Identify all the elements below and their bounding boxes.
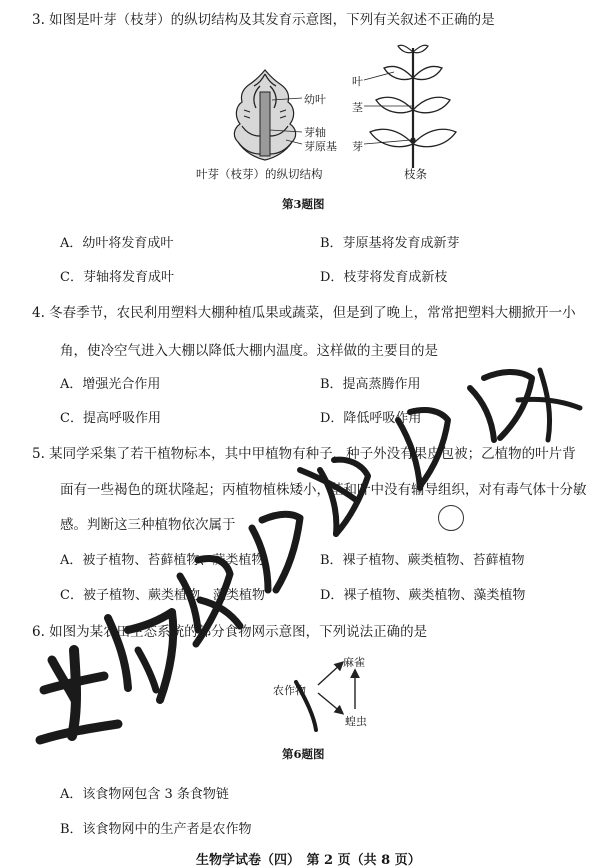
- food-web-node-sparrow: 麻雀: [343, 656, 365, 669]
- q5-stem-line-1: 5. 某同学采集了若干植物标本，其中甲植物有种子，种子外没有果皮包被；乙植物的叶片背: [32, 446, 576, 462]
- q5-option-b[interactable]: B．裸子植物、蕨类植物、苔藓植物: [320, 553, 525, 568]
- q6-option-a[interactable]: A．该食物网包含 3 条食物链: [60, 787, 229, 802]
- bud-label-bud-primordium: 芽原基: [304, 140, 337, 153]
- q6-option-b[interactable]: B．该食物网中的生产者是农作物: [60, 822, 252, 837]
- q3-figure-caption: 第3题图: [282, 197, 325, 211]
- branch-label-bud: 芽: [352, 140, 363, 153]
- food-web-node-crops: 农作物: [273, 684, 306, 697]
- bud-section-diagram: [220, 66, 310, 166]
- page-footer: 生物学试卷（四） 第 2 页（共 8 页）: [196, 853, 421, 868]
- q3-stem: 3. 如图是叶芽（枝芽）的纵切结构及其发育示意图，下列有关叙述不正确的是: [32, 12, 495, 28]
- bud-figure-caption: 叶芽（枝芽）的纵切结构: [196, 167, 323, 181]
- bud-label-bud-axis: 芽轴: [304, 126, 326, 139]
- food-web-arrows: [310, 655, 380, 725]
- q4-option-a[interactable]: A．增强光合作用: [60, 377, 161, 392]
- q4-stem-line-1: 4. 冬春季节，农民利用塑料大棚种植瓜果或蔬菜，但是到了晚上，常常把塑料大棚掀开一小: [32, 305, 576, 321]
- branch-label-leaf: 叶: [352, 75, 363, 88]
- q4-stem-line-2: 角，使冷空气进入大棚以降低大棚内温度。这样做的主要目的是: [60, 343, 438, 359]
- q5-option-d[interactable]: D．裸子植物、蕨类植物、藻类植物: [320, 588, 526, 603]
- bud-label-young-leaf: 幼叶: [304, 93, 326, 106]
- q5-option-a[interactable]: A．被子植物、苔藓植物、蕨类植物: [60, 553, 265, 568]
- q6-stem: 6. 如图为某农田生态系统的部分食物网示意图，下列说法正确的是: [32, 624, 428, 640]
- q4-option-c[interactable]: C．提高呼吸作用: [60, 411, 161, 426]
- q3-option-d[interactable]: D．枝芽将发育成新枝: [320, 270, 448, 285]
- q4-option-b[interactable]: B．提高蒸腾作用: [320, 377, 421, 392]
- food-web-node-locust: 蝗虫: [345, 715, 367, 728]
- branch-label-stem: 茎: [352, 101, 363, 114]
- q4-option-d[interactable]: D．降低呼吸作用: [320, 411, 422, 426]
- branch-figure-caption: 枝条: [404, 167, 427, 181]
- q3-option-a[interactable]: A．幼叶将发育成叶: [60, 236, 174, 251]
- q6-figure-caption: 第6题图: [282, 747, 325, 761]
- q5-stem-line-2: 面有一些褐色的斑状隆起；丙植物植株矮小，茎和叶中没有输导组织，对有毒气体十分敏: [60, 482, 587, 498]
- q5-option-c[interactable]: C．被子植物、蕨类植物、藻类植物: [60, 588, 265, 603]
- q3-option-c[interactable]: C．芽轴将发育成叶: [60, 270, 174, 285]
- seal-mark: [438, 505, 464, 531]
- q3-option-b[interactable]: B．芽原基将发育成新芽: [320, 236, 460, 251]
- q5-stem-line-3: 感。判断这三种植物依次属于: [60, 517, 236, 533]
- branch-diagram: [358, 40, 478, 170]
